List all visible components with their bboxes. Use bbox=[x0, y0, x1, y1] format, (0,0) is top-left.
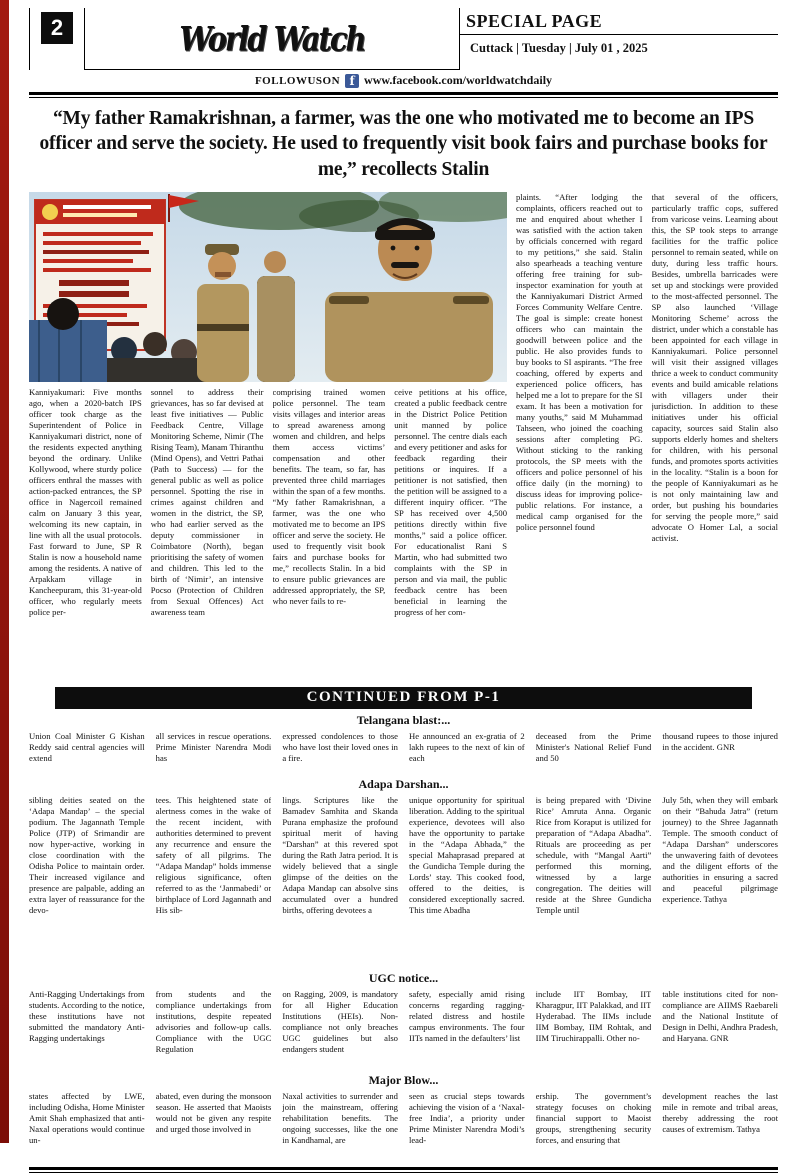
story-column-2: sonnel to address their grievances, has so far devised at least five initiatives — Public Feedback Centre, Village Monitoring Scheme, Nimir (The Rising Team), Manam Thiranthu (Mind Opens), and Vettri Pathai (Path to Success) — for the general public as well as police personnel. Spotting the rise in crimes against children and women in the district, the SP, who had earlier served as the deputy commissioner in Coimbatore (North), began prioritising the safety of women and children. This led to the birth of ‘Nimir’, an intensive Pocso (Protection of Children from Sexual Offences) Act awareness team bbox=[150, 387, 264, 618]
article-column: safety, especially amid rising concerns regarding ragging-related distress and hostile campus environments. The four IITs named in the defaulters’ list bbox=[408, 989, 525, 1044]
page-number: 2 bbox=[41, 12, 73, 44]
facebook-url: www.facebook.com/worldwatchdaily bbox=[364, 73, 553, 87]
article-heading: UGC notice... bbox=[368, 971, 439, 986]
header-top bbox=[29, 8, 778, 70]
article-column: July 5th, when they will embark on their “Bahuda Jatra” (return journey) to the Shree Jagannath Temple. The smooth conduct of “Adapa Darshan” underscores the unwavering faith of devotees and the diligent efforts of the authorities in ensuring a sacred and peaceful pilgrimage experience. Tathya bbox=[662, 795, 778, 905]
article-heading: Telangana blast:... bbox=[356, 713, 451, 728]
article-column: on Ragging, 2009, is mandatory for all Higher Education Institutions (HEIs). Non-compliance not only breaches UGC guidelines but also endangers student bbox=[282, 989, 398, 1055]
story-column-4: ceive petitions at his office, created a public feedback centre in the District Police Petition unit manned by police personnel. The centre dials each and every petitioner and asks for feedback regarding their petitions or inquires. If a petitioner is not satisfied, then the petition will be assigned to a different inquiry officer. “The SP has received over 4,500 petitions directly within five months,” said a police officer. For educationalist Rani S Martin, who had submitted two complaints with the SP in person and via mail, the public feedback centre has been beneficial in learning the progress of her com- bbox=[394, 387, 507, 618]
article-column: include IIT Bombay, IIT Kharagpur, IIT Palakkad, and IIT Hyderabad. The IIMs include IIM Bombay, IIM Rohtak, and IIM Tiruchirappalli. Other no- bbox=[535, 989, 652, 1044]
follow-row bbox=[29, 70, 778, 92]
page-bottom-rule bbox=[29, 1167, 778, 1173]
story-column-1: Kanniyakumari: Five months ago, when a 2020-batch IPS officer took charge as the Superintendent of Police in Kanniyakumari district, none of the residents expected anything beyond the ordinary. Unlike Kollywood, where sturdy police officers enthral the masses with action-packed entrances, the SP office in Nagercoil remained calm on January 3 this year, welcoming its new captain, in line with all the usual protocols. Fast forward to June, SP R Stalin is now a household name among the residents. A native of Arpakkam village in Kancheepuram, this 31-year-old officer, who regularly meets police per- bbox=[29, 387, 142, 618]
masthead-cell bbox=[85, 8, 459, 70]
header bbox=[29, 8, 778, 92]
article-column: thousand rupees to those injured in the accident. GNR bbox=[662, 731, 778, 753]
article-ugc-notice bbox=[29, 971, 778, 1069]
article-telangana-blast bbox=[29, 713, 778, 773]
article-column: unique opportunity for spiritual liberation. Adding to the spiritual experience, devotees will also have the opportunity to partake in the “Adapa Abhada,” the special Mahaprasad prepared at the Gundicha Temple during the Lords’ stay. This cooked food, offered to the deities, is considered exceptionally sacred. This time Abadha bbox=[408, 795, 525, 916]
article-column: is being prepared with ‘Divine Rice’ Amruta Anna. Organic Rice from Koraput is utilized for preparation of “Adapa Abadha”. Rituals are proceeding as per schedule, with “Mangal Aarti” performed this morning, witnessed by a large congregation. The deities will reside at the Shree Gundicha Temple until bbox=[535, 795, 652, 916]
header-rule bbox=[29, 92, 778, 98]
dateline: Cuttack | Tuesday | July 01 , 2025 bbox=[470, 41, 648, 55]
section-label: SPECIAL PAGE bbox=[460, 8, 778, 35]
article-column: Naxal activities to surrender and join the mainstream, offering rehabilitation benefits. The ongoing successes, like the one in Kandhamal, are bbox=[282, 1091, 398, 1146]
story-photo bbox=[29, 192, 507, 382]
article-column: sibling deities seated on the ‘Adapa Mandap’ – the special podium. The Jagannath Temple Police (JTP) of Srimandir are now hyper-active, working in close coordination with the Odisha Police to maintain order. Their increased vigilance and presence are palpable, adding an extra layer of reassurance for the devo- bbox=[29, 795, 145, 916]
article-major-blow bbox=[29, 1073, 778, 1159]
article-columns bbox=[29, 1091, 778, 1159]
photo-illustration bbox=[29, 192, 507, 382]
article-column: development reaches the last mile in remote and tribal areas, thereby addressing the root causes of extremism. Tathya bbox=[662, 1091, 778, 1135]
headline: “My father Ramakrishnan, a farmer, was the one who motivated me to become an IPS officer and serve the society. He used to frequently visit book fairs and purchase books for me,” recollects Stalin bbox=[39, 108, 768, 180]
story-columns-below-photo bbox=[29, 387, 507, 680]
article-column: expressed condolences to those who have lost their loved ones in a fire. bbox=[282, 731, 398, 764]
article-column: He announced an ex-gratia of 2 lakh rupees to the next of kin of each bbox=[408, 731, 525, 764]
newspaper-page bbox=[9, 0, 800, 1146]
article-column: ership. The government’s strategy focuses on choking financial support to Maoist groups, strengthening security forces, and ensuring that bbox=[535, 1091, 652, 1146]
article-column: from students and the compliance undertakings from institutions, despite repeated advisories and follow-up calls. Compliance with the UGC Regulation bbox=[155, 989, 272, 1055]
article-columns bbox=[29, 795, 778, 967]
article-columns bbox=[29, 989, 778, 1069]
article-columns bbox=[29, 731, 778, 773]
story-columns-right bbox=[516, 192, 778, 680]
article-column: deceased from the Prime Minister's National Relief Fund and 50 bbox=[535, 731, 652, 764]
left-accent-strip bbox=[0, 0, 9, 1143]
article-heading: Major Blow... bbox=[368, 1073, 439, 1088]
page-number-cell bbox=[29, 8, 85, 70]
article-column: abated, even during the monsoon season. He asserted that Maoists would not be given any respite and urged those involved in bbox=[155, 1091, 272, 1135]
article-column: states affected by LWE, including Odisha, Home Minister Amit Shah emphasized that anti-Naxal operations would continue un- bbox=[29, 1091, 145, 1146]
article-column: lings. Scriptures like the Bamadev Samhita and Skanda Purana emphasize the profound spiritual merit of having “Darshan” at this revered spot during the Rath Jatra period. It is widely believed that a single glimpse of the deities on the Adapa Mandap can absolve sins accumulated over a hundred births, offering devotees a bbox=[282, 795, 398, 916]
story-column-6: that several of the officers, particularly traffic cops, suffered from varicose veins. Learning about this, the SP took steps to arrange facilities for the traffic police personnel to remain seated, while on duty, during less traffic hours. Besides, umbrella barricades were set up and stockings were provided to the most-affected personnel. The SP also launched ‘Village Monitoring Scheme’ across the district, under which a constable has been appointed for each village in Kanniyakumari. Police personnel will visit their assigned villages thrice a week to conduct community events and build amicable relations with villagers under their jurisdiction. In addition to these initiatives under his official capacity, sources said Stalin also supports elderly homes and shelters for children, with his personal funds, and promotes sports activities in the locality. “Stalin is a boon for the people of Kanniyakumari as he is not only maintaining law and order, but pushing his boundaries for serving the people more,” said advocate O Homer Lal, a social activist. bbox=[651, 192, 778, 544]
story-column-5: plaints. “After lodging the complaints, officers reached out to me and enquired about whether I was satisfied with the action taken by officials concerned with regard to my petitions,” she said. Stalin also spearheads a teaching venture offering free training for sub-inspector examination for youth at the Kanniyakumari District Armed Forces Community Welfare Centre. The goal is simple: create honest officers who can maintain the goodwill between police and the public. He also provides funds to buy books to SI aspirants. “The free coaching, offered by experts and experienced police officers, has helped me a lot to prepare for the SI exam. It has been a motivation for many youths,” said M Muhammad Tahseen, who joined the coaching sessions after completing PG. Without sticking to the ranking protocols, the SP meets with the officers and police personnel of his office daily (in the morning) to discuss ideas for improving police-public relations. For instance, a medical camp organised for the police personnel found bbox=[516, 192, 643, 533]
article-column: table institutions cited for non-compliance are AIIMS Raebareli and the National Institute of Design in Delhi, Andhra Pradesh, and Haryana. GNR bbox=[662, 989, 778, 1044]
article-adapa-darshan bbox=[29, 777, 778, 967]
article-column: Anti-Ragging Undertakings from students. According to the notice, these institutions have not submitted the mandatory Anti-Ragging undertakings bbox=[29, 989, 145, 1044]
article-column: Union Coal Minister G Kishan Reddy said central agencies will extend bbox=[29, 731, 145, 764]
article-column: seen as crucial steps towards achieving the vision of a ‘Naxal-free India’, a priority under Prime Minister Narendra Modi’s lead- bbox=[408, 1091, 525, 1146]
story-left bbox=[29, 192, 507, 680]
article-heading: Adapa Darshan... bbox=[358, 777, 449, 792]
article-column: tees. This heightened state of alertness comes in the wake of the recent incident, with authorities determined to prevent any recurrence and ensure the safety of all pilgrims. The “Adapa Mandap” holds immense religious significance, often referred to as the ‘Janmabedi’ or birthplace of Lord Jagannath and His sib- bbox=[155, 795, 272, 916]
lead-story bbox=[29, 192, 778, 680]
follow-label: FOLLOWUSON bbox=[254, 74, 341, 87]
story-column-3: comprising trained women police personnel. The team visits villages and interior areas to spread awareness among women and children, and helps them access victims’ compensation and other benefits. The team, so far, has prevented three child marriages within the span of a few months. “My father Ramakrishnan, a farmer, was the one who motivated me to become an IPS officer and serve the society. He used to frequently visit book fairs and purchase books for me,” recollects Stalin. In a bid to ensure public grievances are addressed appropriately, the SP, who never fails to re- bbox=[272, 387, 386, 607]
facebook-icon: f bbox=[345, 74, 359, 88]
article-column: all services in rescue operations. Prime Minister Narendra Modi has bbox=[155, 731, 272, 764]
masthead-logo: World Watch bbox=[179, 18, 365, 59]
section-cell bbox=[459, 8, 778, 70]
continued-banner: CONTINUED FROM P-1 bbox=[55, 687, 752, 709]
